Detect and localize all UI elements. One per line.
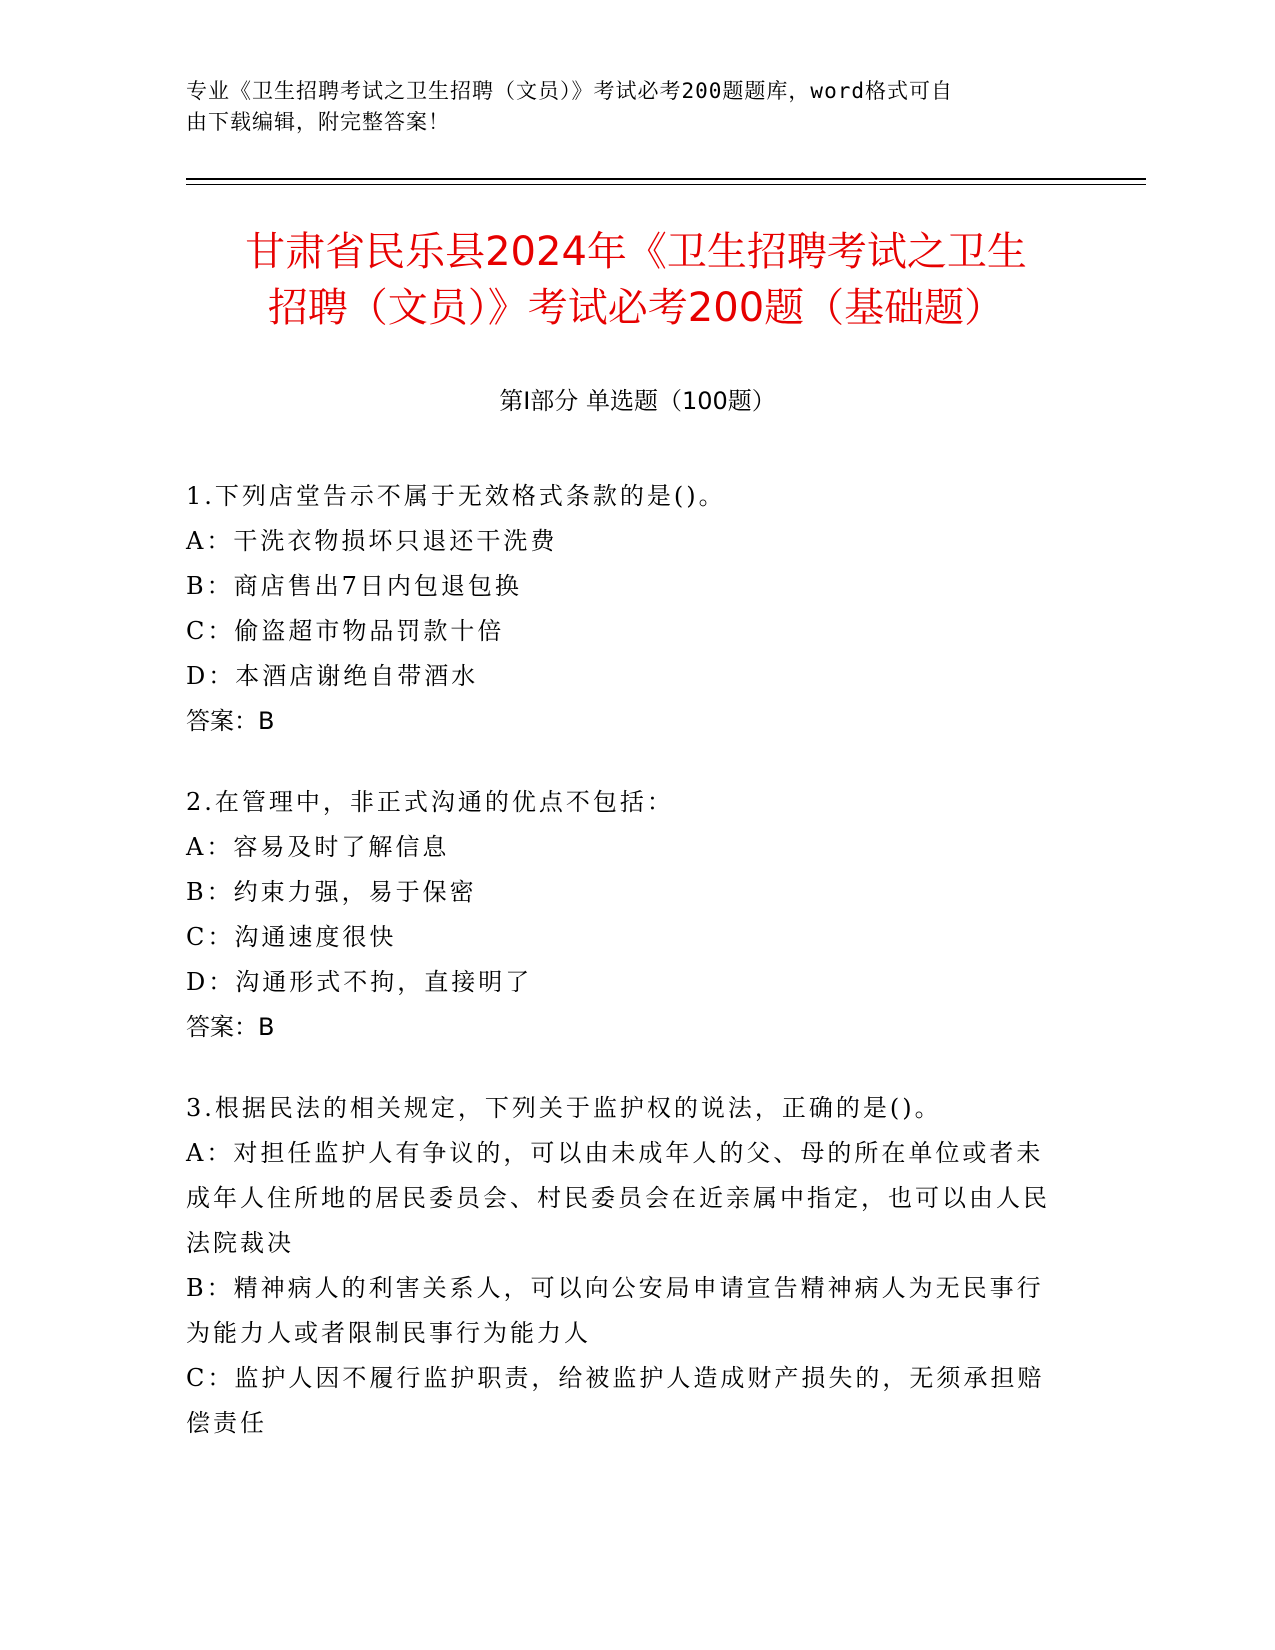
header-divider-thick (186, 178, 1146, 180)
title-line-2: 招聘（文员）》考试必考200题（基础题） (267, 285, 1005, 331)
header-divider-thin (186, 184, 1146, 185)
option-d: D：本酒店谢绝自带酒水 (186, 662, 479, 690)
option-a: A：容易及时了解信息 (186, 833, 450, 861)
document-header-note (186, 76, 1066, 138)
section-heading: 第Ⅰ部分 单选题（100题） (499, 387, 776, 415)
option-a: A：干洗衣物损坏只退还干洗费 (186, 527, 558, 555)
option-b: B：精神病人的利害关系人，可以向公安局申请宣告精神病人为无民事行为能力人或者限制民事行为能力人 (186, 1274, 1044, 1347)
header-note-line-2: 由下载编辑，附完整答案！ (186, 110, 450, 134)
title-line-1: 甘肃省民乐县2024年《卫生招聘考试之卫生 (245, 229, 1027, 275)
option-c: C：偷盗超市物品罚款十倍 (186, 617, 505, 645)
question-3 (186, 1086, 1066, 1446)
question-list (186, 474, 1066, 1482)
option-d: D：沟通形式不拘，直接明了 (186, 968, 533, 996)
option-c: C：监护人因不履行监护职责，给被监护人造成财产损失的，无须承担赔偿责任 (186, 1364, 1045, 1437)
question-1 (186, 474, 1066, 744)
option-a: A：对担任监护人有争议的，可以由未成年人的父、母的所在单位或者未成年人住所地的居民委员会、村民委员会在近亲属中指定，也可以由人民法院裁决 (186, 1139, 1050, 1257)
option-b: B：约束力强，易于保密 (186, 878, 477, 906)
answer: 答案：B (186, 707, 275, 735)
document-title (186, 224, 1086, 336)
question-stem: 1.下列店堂告示不属于无效格式条款的是()。 (186, 482, 726, 510)
question-2 (186, 780, 1066, 1050)
question-stem: 2.在管理中，非正式沟通的优点不包括： (186, 788, 674, 816)
option-c: C：沟通速度很快 (186, 923, 397, 951)
option-b: B：商店售出7日内包退包换 (186, 572, 522, 600)
answer: 答案：B (186, 1013, 275, 1041)
header-note-line-1: 专业《卫生招聘考试之卫生招聘（文员）》考试必考200题题库，word格式可自 (186, 79, 953, 103)
question-stem: 3.根据民法的相关规定，下列关于监护权的说法，正确的是()。 (186, 1094, 942, 1122)
